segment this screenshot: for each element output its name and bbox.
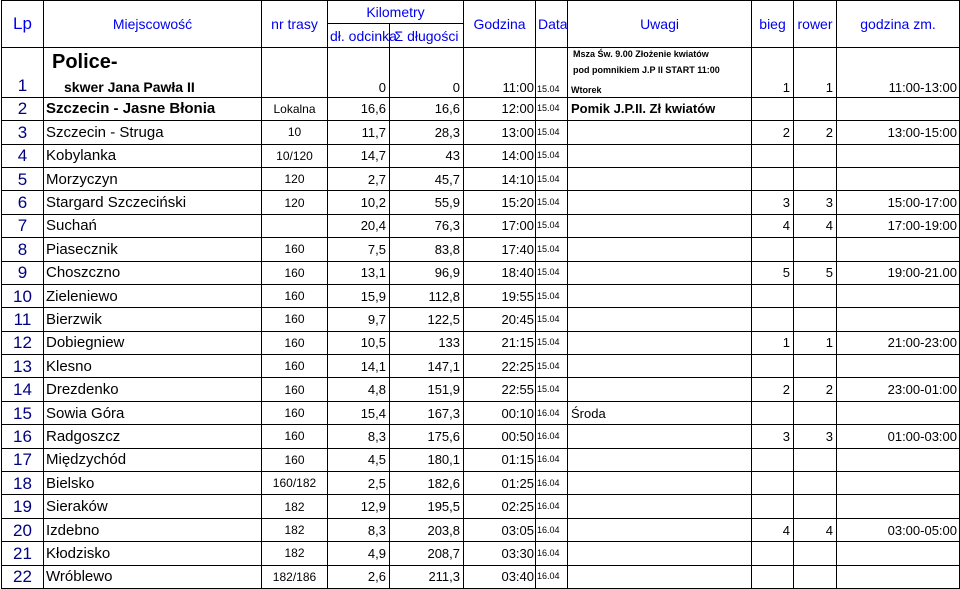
- row-rower: [794, 97, 837, 120]
- row-uwagi: Pomik J.P.II. Zł kwiatów: [568, 97, 752, 120]
- row-lp: 8: [2, 238, 44, 261]
- row-trasa: 160: [262, 425, 328, 448]
- row-suma: 0: [390, 47, 464, 97]
- row-odcinek: 9,7: [328, 308, 390, 331]
- row-suma: 43: [390, 144, 464, 167]
- row-lp: 17: [2, 448, 44, 471]
- row-place: Dobiegniew: [44, 331, 262, 354]
- row-lp: 3: [2, 121, 44, 144]
- row-trasa: 160: [262, 331, 328, 354]
- row-odcinek: 2,5: [328, 472, 390, 495]
- table-row: [2, 401, 960, 424]
- row-suma: 122,5: [390, 308, 464, 331]
- row-lp: 13: [2, 355, 44, 378]
- row-rower: [794, 284, 837, 307]
- table-row: [2, 518, 960, 541]
- row-suma: 76,3: [390, 214, 464, 237]
- row-godzina-zm: [837, 448, 960, 471]
- row-rower: 2: [794, 378, 837, 401]
- uwagi-line1: Msza Św. 9.00 Złożenie kwiatów: [573, 48, 709, 59]
- row-data: 16.04: [536, 448, 568, 471]
- row-odcinek: 12,9: [328, 495, 390, 518]
- table-row: [2, 284, 960, 307]
- row-godzina: 03:05: [464, 518, 536, 541]
- row-uwagi: [568, 495, 752, 518]
- row-rower: 4: [794, 214, 837, 237]
- header-miejscowosc: Miejscowość: [44, 1, 262, 48]
- row-uwagi: [568, 121, 752, 144]
- row-godzina: 22:25: [464, 355, 536, 378]
- row-uwagi: [568, 542, 752, 565]
- row-godzina: 15:20: [464, 191, 536, 214]
- row-bieg: [752, 495, 794, 518]
- row-godzina-zm: 13:00-15:00: [837, 121, 960, 144]
- table-row: [2, 542, 960, 565]
- row-godzina: 13:00: [464, 121, 536, 144]
- row-godzina: 00:50: [464, 425, 536, 448]
- row-trasa: 182: [262, 518, 328, 541]
- row-lp: 4: [2, 144, 44, 167]
- row-suma: 83,8: [390, 238, 464, 261]
- row-godzina-zm: [837, 144, 960, 167]
- row-suma: 133: [390, 331, 464, 354]
- row-trasa: 160: [262, 308, 328, 331]
- row-trasa: 160: [262, 448, 328, 471]
- table-row: [2, 214, 960, 237]
- row-suma: 151,9: [390, 378, 464, 401]
- row-godzina: 12:00: [464, 97, 536, 120]
- row-rower: 2: [794, 121, 837, 144]
- row-suma: 180,1: [390, 448, 464, 471]
- row-place: Drezdenko: [44, 378, 262, 401]
- table-row: [2, 121, 960, 144]
- row-suma: 45,7: [390, 167, 464, 190]
- row-data: 15.04: [536, 191, 568, 214]
- row-rower: [794, 308, 837, 331]
- header-godzina-zm: godzina zm.: [837, 1, 960, 48]
- row-suma: 16,6: [390, 97, 464, 120]
- table-row: [2, 261, 960, 284]
- row-suma: 55,9: [390, 191, 464, 214]
- row-godzina-zm: 19:00-21.00: [837, 261, 960, 284]
- row-godzina: 03:30: [464, 542, 536, 565]
- row-suma: 182,6: [390, 472, 464, 495]
- row-godzina-zm: [837, 308, 960, 331]
- row-uwagi: [568, 284, 752, 307]
- row-place: Kobylanka: [44, 144, 262, 167]
- row-data: 15.04: [536, 284, 568, 307]
- row-odcinek: 14,1: [328, 355, 390, 378]
- row-place: Choszczno: [44, 261, 262, 284]
- row-trasa: 160: [262, 261, 328, 284]
- row-godzina-zm: [837, 238, 960, 261]
- table-row: [2, 565, 960, 588]
- row-data: 15.04: [536, 47, 568, 97]
- row-odcinek: 2,6: [328, 565, 390, 588]
- row-trasa: 10/120: [262, 144, 328, 167]
- row-rower: 1: [794, 47, 837, 97]
- row-godzina-zm: [837, 167, 960, 190]
- row-data: 15.04: [536, 121, 568, 144]
- row-odcinek: 10,5: [328, 331, 390, 354]
- header-dl-odcinka: dł. odcinka: [328, 24, 390, 47]
- place-name-sub: skwer Jana Pawła II: [64, 78, 195, 95]
- row-uwagi: [568, 308, 752, 331]
- row-place: Piasecznik: [44, 238, 262, 261]
- row-odcinek: 11,7: [328, 121, 390, 144]
- header-data: Data: [536, 1, 568, 48]
- uwagi-line3: Wtorek: [571, 84, 602, 95]
- row-data: 15.04: [536, 331, 568, 354]
- row-lp: 20: [2, 518, 44, 541]
- row-odcinek: 13,1: [328, 261, 390, 284]
- row-suma: 211,3: [390, 565, 464, 588]
- table-row: [2, 425, 960, 448]
- table-row: [2, 238, 960, 261]
- row-godzina-zm: [837, 401, 960, 424]
- table-row: [2, 331, 960, 354]
- row-rower: 3: [794, 191, 837, 214]
- row-place: Morzyczyn: [44, 167, 262, 190]
- row-odcinek: 4,9: [328, 542, 390, 565]
- row-bieg: [752, 167, 794, 190]
- header-sum-dlugosci: Σ długości: [390, 24, 464, 47]
- row-bieg: 2: [752, 121, 794, 144]
- row-uwagi: [568, 167, 752, 190]
- row-godzina: 01:15: [464, 448, 536, 471]
- row-bieg: [752, 542, 794, 565]
- row-trasa: 160: [262, 355, 328, 378]
- row-odcinek: 4,8: [328, 378, 390, 401]
- row-suma: 167,3: [390, 401, 464, 424]
- row-data: 15.04: [536, 261, 568, 284]
- row-rower: [794, 401, 837, 424]
- row-godzina-zm: 11:00-13:00: [837, 47, 960, 97]
- route-table: [1, 0, 960, 589]
- row-trasa: 120: [262, 191, 328, 214]
- row-trasa: 160/182: [262, 472, 328, 495]
- header-bieg: bieg: [752, 1, 794, 48]
- row-data: 16.04: [536, 472, 568, 495]
- row-data: 15.04: [536, 355, 568, 378]
- row-odcinek: 4,5: [328, 448, 390, 471]
- row-godzina: 02:25: [464, 495, 536, 518]
- row-godzina: 14:00: [464, 144, 536, 167]
- uwagi-line2: pod pomnikiem J.P II START 11:00: [573, 64, 720, 75]
- row-uwagi: [568, 331, 752, 354]
- header-uwagi: Uwagi: [568, 1, 752, 48]
- table-row: [2, 495, 960, 518]
- row-bieg: 1: [752, 47, 794, 97]
- row-trasa: 182: [262, 495, 328, 518]
- row-uwagi: [568, 355, 752, 378]
- row-place: Bielsko: [44, 472, 262, 495]
- row-data: 16.04: [536, 518, 568, 541]
- row-data: 15.04: [536, 97, 568, 120]
- row-trasa: 10: [262, 121, 328, 144]
- row-godzina-zm: 15:00-17:00: [837, 191, 960, 214]
- row-lp: 14: [2, 378, 44, 401]
- row-godzina-zm: [837, 472, 960, 495]
- row-rower: 3: [794, 425, 837, 448]
- row-uwagi: [568, 47, 752, 97]
- row-godzina-zm: 23:00-01:00: [837, 378, 960, 401]
- row-godzina-zm: 01:00-03:00: [837, 425, 960, 448]
- row-bieg: 3: [752, 191, 794, 214]
- header-rower: rower: [794, 1, 837, 48]
- row-uwagi: [568, 472, 752, 495]
- row-uwagi: [568, 144, 752, 167]
- row-bieg: 2: [752, 378, 794, 401]
- row-rower: [794, 448, 837, 471]
- table-row: [2, 144, 960, 167]
- row-lp: 18: [2, 472, 44, 495]
- row-godzina: 22:55: [464, 378, 536, 401]
- row-trasa: 160: [262, 378, 328, 401]
- row-lp: 7: [2, 214, 44, 237]
- row-odcinek: 7,5: [328, 238, 390, 261]
- row-lp: 21: [2, 542, 44, 565]
- row-godzina-zm: [837, 565, 960, 588]
- row-trasa: 182/186: [262, 565, 328, 588]
- row-uwagi: [568, 378, 752, 401]
- row-suma: 112,8: [390, 284, 464, 307]
- row-uwagi: [568, 565, 752, 588]
- row-odcinek: 0: [328, 47, 390, 97]
- row-place: Sieraków: [44, 495, 262, 518]
- row-uwagi: [568, 191, 752, 214]
- row-odcinek: 16,6: [328, 97, 390, 120]
- header-nr-trasy: nr trasy: [262, 1, 328, 48]
- row-bieg: 3: [752, 425, 794, 448]
- row-data: 16.04: [536, 495, 568, 518]
- row-godzina: 00:10: [464, 401, 536, 424]
- row-lp: 2: [2, 97, 44, 120]
- row-odcinek: 8,3: [328, 425, 390, 448]
- row-place: Kłodzisko: [44, 542, 262, 565]
- row-rower: [794, 542, 837, 565]
- row-data: 16.04: [536, 565, 568, 588]
- row-data: 15.04: [536, 214, 568, 237]
- row-godzina-zm: 17:00-19:00: [837, 214, 960, 237]
- row-rower: [794, 565, 837, 588]
- row-rower: [794, 472, 837, 495]
- row-place: Szczecin - Jasne Błonia: [44, 97, 262, 120]
- row-bieg: [752, 472, 794, 495]
- row-trasa: [262, 214, 328, 237]
- row-place: Izdebno: [44, 518, 262, 541]
- row-odcinek: 2,7: [328, 167, 390, 190]
- row-trasa: 160: [262, 284, 328, 307]
- row-lp: 10: [2, 284, 44, 307]
- row-rower: 5: [794, 261, 837, 284]
- row-bieg: [752, 238, 794, 261]
- row-place: Radgoszcz: [44, 425, 262, 448]
- table-header: [2, 1, 960, 48]
- row-lp: 9: [2, 261, 44, 284]
- row-bieg: [752, 565, 794, 588]
- row-data: 16.04: [536, 425, 568, 448]
- row-place: Wróblewo: [44, 565, 262, 588]
- row-data: 15.04: [536, 378, 568, 401]
- row-trasa: 182: [262, 542, 328, 565]
- row-uwagi: Środa: [568, 401, 752, 424]
- row-lp: 19: [2, 495, 44, 518]
- row-bieg: [752, 97, 794, 120]
- header-godzina: Godzina: [464, 1, 536, 48]
- row-odcinek: 10,2: [328, 191, 390, 214]
- row-uwagi: [568, 518, 752, 541]
- row-place: Bierzwik: [44, 308, 262, 331]
- row-lp: 5: [2, 167, 44, 190]
- header-lp: Lp: [2, 1, 44, 48]
- row-suma: 28,3: [390, 121, 464, 144]
- row-odcinek: 20,4: [328, 214, 390, 237]
- row-place: Szczecin - Struga: [44, 121, 262, 144]
- row-godzina-zm: 21:00-23:00: [837, 331, 960, 354]
- row-trasa: [262, 47, 328, 97]
- row-place: Klesno: [44, 355, 262, 378]
- place-name-main: Police-: [52, 50, 118, 73]
- row-trasa: 160: [262, 238, 328, 261]
- row-uwagi: [568, 448, 752, 471]
- row-bieg: 4: [752, 214, 794, 237]
- row-bieg: 5: [752, 261, 794, 284]
- row-place: Stargard Szczeciński: [44, 191, 262, 214]
- row-godzina: 03:40: [464, 565, 536, 588]
- row-lp: 12: [2, 331, 44, 354]
- row-godzina: 20:45: [464, 308, 536, 331]
- row-place: Suchań: [44, 214, 262, 237]
- table-row: [2, 308, 960, 331]
- row-odcinek: 15,4: [328, 401, 390, 424]
- row-rower: [794, 495, 837, 518]
- row-rower: [794, 238, 837, 261]
- table-row: [2, 355, 960, 378]
- row-bieg: 1: [752, 331, 794, 354]
- row-odcinek: 14,7: [328, 144, 390, 167]
- row-data: 15.04: [536, 238, 568, 261]
- row-trasa: 160: [262, 401, 328, 424]
- row-godzina-zm: 03:00-05:00: [837, 518, 960, 541]
- row-place: Międzychód: [44, 448, 262, 471]
- row-godzina: 19:55: [464, 284, 536, 307]
- row-rower: 1: [794, 331, 837, 354]
- row-lp: 16: [2, 425, 44, 448]
- table-row: [2, 378, 960, 401]
- row-trasa: 120: [262, 167, 328, 190]
- row-godzina: 17:00: [464, 214, 536, 237]
- row-bieg: [752, 284, 794, 307]
- row-bieg: [752, 144, 794, 167]
- row-godzina: 01:25: [464, 472, 536, 495]
- table-body: [2, 47, 960, 588]
- row-rower: [794, 167, 837, 190]
- table-row: [2, 167, 960, 190]
- row-godzina: 11:00: [464, 47, 536, 97]
- row-place: Zieleniewo: [44, 284, 262, 307]
- row-data: 16.04: [536, 401, 568, 424]
- row-lp: 22: [2, 565, 44, 588]
- row-bieg: [752, 355, 794, 378]
- row-godzina-zm: [837, 355, 960, 378]
- table-row: [2, 448, 960, 471]
- row-suma: 195,5: [390, 495, 464, 518]
- row-lp: 11: [2, 308, 44, 331]
- row-suma: 147,1: [390, 355, 464, 378]
- row-bieg: [752, 308, 794, 331]
- row-trasa: Lokalna: [262, 97, 328, 120]
- row-data: 15.04: [536, 144, 568, 167]
- row-suma: 203,8: [390, 518, 464, 541]
- row-place: [44, 47, 262, 97]
- row-lp: 15: [2, 401, 44, 424]
- row-data: 15.04: [536, 167, 568, 190]
- row-uwagi: [568, 214, 752, 237]
- row-lp: 1: [2, 47, 44, 97]
- row-uwagi: [568, 425, 752, 448]
- table-row: [2, 472, 960, 495]
- row-suma: 208,7: [390, 542, 464, 565]
- row-godzina-zm: [837, 97, 960, 120]
- row-rower: 4: [794, 518, 837, 541]
- row-godzina-zm: [837, 495, 960, 518]
- row-data: 15.04: [536, 308, 568, 331]
- row-godzina: 21:15: [464, 331, 536, 354]
- row-rower: [794, 355, 837, 378]
- row-data: 16.04: [536, 542, 568, 565]
- row-uwagi: [568, 238, 752, 261]
- row-godzina-zm: [837, 542, 960, 565]
- row-lp: 6: [2, 191, 44, 214]
- table-row: [2, 97, 960, 120]
- table-row: [2, 191, 960, 214]
- row-place: Sowia Góra: [44, 401, 262, 424]
- row-godzina: 14:10: [464, 167, 536, 190]
- row-suma: 96,9: [390, 261, 464, 284]
- row-bieg: [752, 448, 794, 471]
- row-odcinek: 8,3: [328, 518, 390, 541]
- row-odcinek: 15,9: [328, 284, 390, 307]
- row-godzina: 18:40: [464, 261, 536, 284]
- table-row: [2, 47, 960, 97]
- row-rower: [794, 144, 837, 167]
- row-godzina-zm: [837, 284, 960, 307]
- row-uwagi: [568, 261, 752, 284]
- row-suma: 175,6: [390, 425, 464, 448]
- header-kilometry: Kilometry: [328, 1, 464, 24]
- row-godzina: 17:40: [464, 238, 536, 261]
- row-bieg: [752, 401, 794, 424]
- row-bieg: 4: [752, 518, 794, 541]
